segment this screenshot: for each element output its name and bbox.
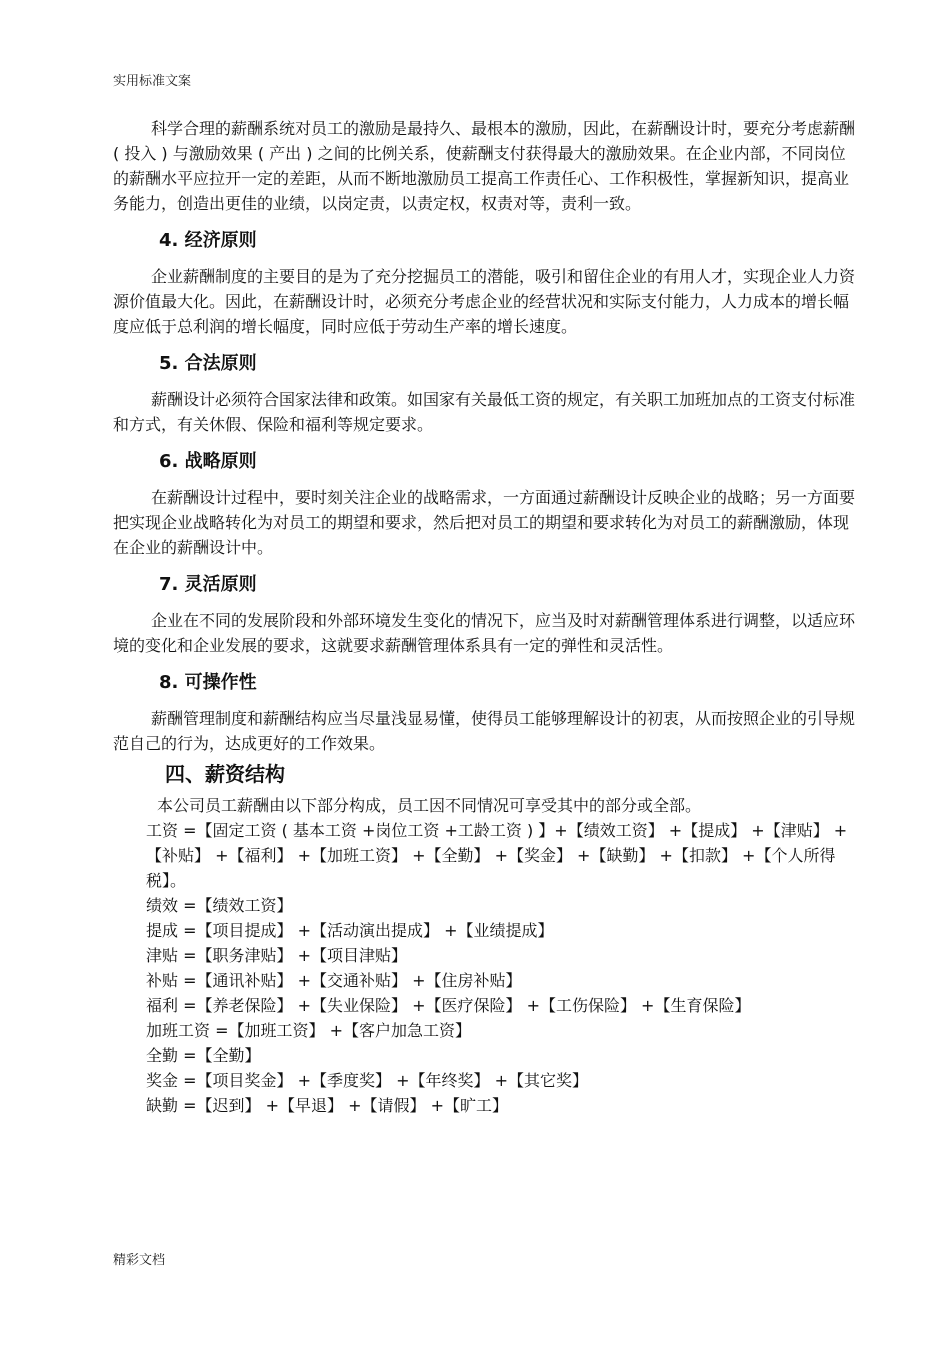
formula-subsidy: 补贴 =【通讯补贴】 +【交通补贴】 +【住房补贴】 [146,971,522,990]
principle-7-title: 7. 灵活原则 [159,574,257,595]
formula-attendance: 全勤 =【全勤】 [146,1046,261,1065]
formula-commission: 提成 =【项目提成】 +【活动演出提成】 +【业绩提成】 [146,921,554,940]
section-title: 四、薪资结构 [165,762,285,786]
formula-bonus: 奖金 =【项目奖金】 +【季度奖】 +【年终奖】 +【其它奖】 [146,1071,588,1090]
page-footer: 精彩文档 [113,1253,166,1268]
page-header: 实用标准文案 [113,74,192,89]
section-intro: 本公司员工薪酬由以下部分构成，员工因不同情况可享受其中的部分或全部。 [157,796,702,815]
principle-4-title: 4. 经济原则 [159,230,257,251]
formula-welfare: 福利 =【养老保险】 +【失业保险】 +【医疗保险】 +【工伤保险】 +【生育保险】 [146,996,751,1015]
principle-5-title: 5. 合法原则 [159,353,257,374]
formula-allowance: 津贴 =【职务津贴】 +【项目津贴】 [146,946,407,965]
document-body [113,116,861,1118]
intro-paragraph: 科学合理的薪酬系统对员工的激励是最持久、最根本的激励，因此，在薪酬设计时，要充分考虑薪酬 ( 投入 ) 与激励效果 ( 产出 ) 之间的比例关系，使薪酬支付获得最大的激励效果。在企业内部，不同岗位的薪酬水平应拉开一定的差距，从而不断地激励员工提高工作责任心、工作积极性，掌握新知识，提高业务能力，创造出更佳的业绩，以岗定责，以责定权，权责对等，责利一致。 [113,119,856,213]
principle-7-body: 企业在不同的发展阶段和外部环境发生变化的情况下，应当及时对薪酬管理体系进行调整，以适应环境的变化和企业发展的要求，这就要求薪酬管理体系具有一定的弹性和灵活性。 [113,611,856,655]
principle-5-body: 薪酬设计必须符合国家法律和政策。如国家有关最低工资的规定，有关职工加班加点的工资支付标准和方式，有关休假、保险和福利等规定要求。 [113,390,856,434]
principle-8-title: 8. 可操作性 [159,672,257,693]
principle-6-body: 在薪酬设计过程中，要时刻关注企业的战略需求，一方面通过薪酬设计反映企业的战略；另一方面要把实现企业战略转化为对员工的期望和要求，然后把对员工的期望和要求转化为对员工的薪酬激励，体现在企业的薪酬设计中。 [113,488,856,557]
formula-overtime: 加班工资 =【加班工资】 +【客户加急工资】 [146,1021,471,1040]
principle-6-title: 6. 战略原则 [159,451,257,472]
formula-performance: 绩效 =【绩效工资】 [146,896,293,915]
principle-8-body: 薪酬管理制度和薪酬结构应当尽量浅显易懂，使得员工能够理解设计的初衷，从而按照企业的引导规范自己的行为，达成更好的工作效果。 [113,709,856,753]
formula-salary: 工资 =【固定工资 ( 基本工资 +岗位工资 +工龄工资 ) 】+【绩效工资】 +【提成】 +【津贴】 +【补贴】 +【福利】 +【加班工资】 +【全勤】 +【奖金】 +【缺勤】 +【扣款】 +【个人所得税】。 [146,821,848,890]
formula-absence: 缺勤 =【迟到】 +【早退】 +【请假】 +【旷工】 [146,1096,508,1115]
principle-4-body: 企业薪酬制度的主要目的是为了充分挖掘员工的潜能，吸引和留住企业的有用人才，实现企业人力资源价值最大化。因此，在薪酬设计时，必须充分考虑企业的经营状况和实际支付能力，人力成本的增长幅度应低于总利润的增长幅度，同时应低于劳动生产率的增长速度。 [113,267,856,336]
